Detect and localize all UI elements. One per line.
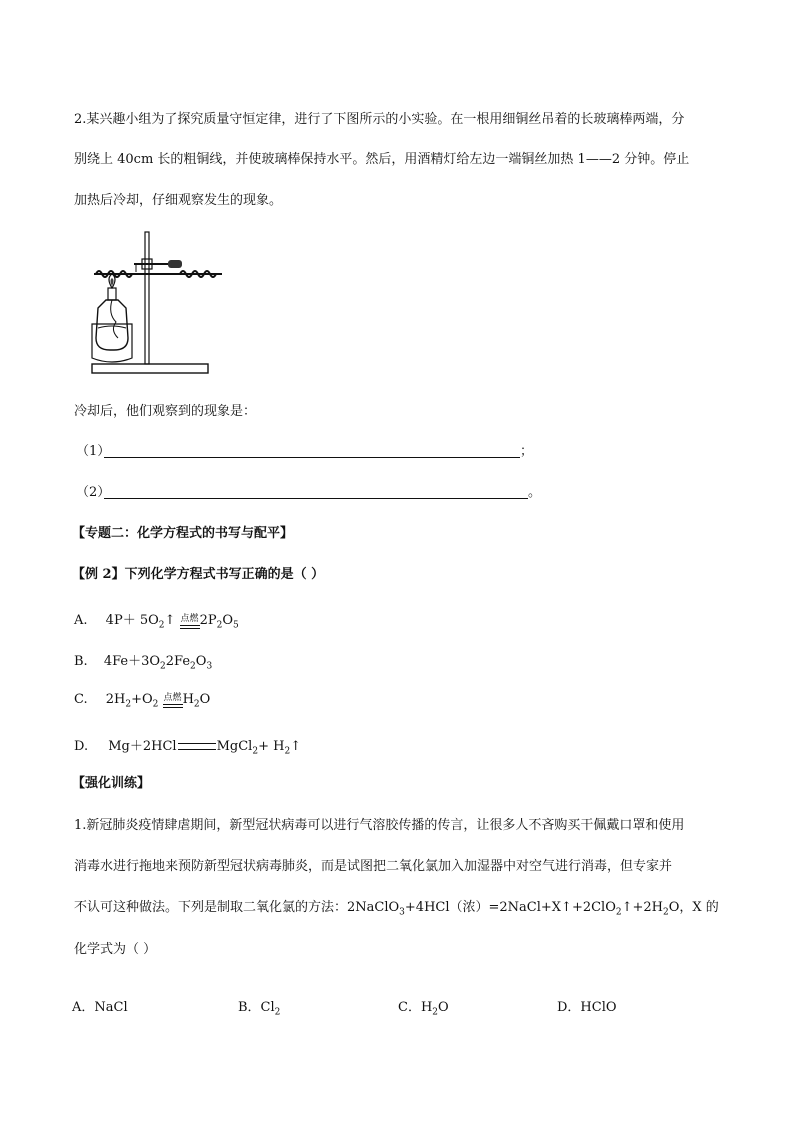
example-option-c[interactable] <box>74 692 210 710</box>
answer-2-label: （2） <box>76 485 111 500</box>
option-label: D. <box>74 739 89 754</box>
example-option-b[interactable] <box>74 650 212 672</box>
example-2-stem: 【例 2】下列化学方程式书写正确的是（ ） <box>72 567 325 582</box>
subscript: 2 <box>193 699 200 710</box>
answer-2-terminator: 。 <box>528 485 542 500</box>
answer-1-label: （1） <box>76 444 111 459</box>
option-label: C. <box>74 692 88 707</box>
question-2-line-2: 别绕上 40cm 长的粗铜线，并使玻璃棒保持水平。然后，用酒精灯给左边一端铜丝加热 1——2 分钟。停止 <box>74 152 690 167</box>
option-a-left: 4P＋ 5O <box>105 613 159 628</box>
training-option-d[interactable]: D．HClO <box>557 1000 617 1015</box>
subscript: 2 <box>274 1007 281 1018</box>
option-d-hydrogen: + H <box>258 739 285 754</box>
oxygen-symbol: O <box>195 654 207 669</box>
equals-sign <box>178 743 216 750</box>
subscript: 2 <box>190 661 196 672</box>
text-span: ↑+2H <box>621 900 664 915</box>
text-span: O <box>438 1000 449 1015</box>
subscript: 2 <box>284 746 291 757</box>
subscript: 3 <box>399 907 405 918</box>
subscript: 2 <box>252 746 259 757</box>
question-2-line-3: 加热后冷却，仔细观察发生的现象。 <box>74 193 283 208</box>
text-span: +4HCl（浓）=2NaCl+X↑+2ClO <box>404 900 616 915</box>
question-2-line-1: 2.某兴趣小组为了探究质量守恒定律，进行了下图所示的小实验。在一根用细铜丝吊着的长玻璃棒两端，分 <box>74 112 685 127</box>
text-span: 不认可这种做法。下列是制取二氧化氯的方法：2NaClO <box>74 900 400 915</box>
option-c-reactant-1: 2H <box>105 692 126 707</box>
subscript: 5 <box>233 620 239 631</box>
subscript: 2 <box>663 907 669 918</box>
example-option-d[interactable] <box>74 735 301 757</box>
option-b-text: 4Fe＋3O <box>103 654 161 669</box>
oxygen-symbol: O <box>222 613 233 628</box>
topic-2-title: 【专题二：化学方程式的书写与配平】 <box>72 526 294 541</box>
text-span: C．H <box>398 1000 433 1015</box>
gas-arrow: ↑ <box>164 613 176 628</box>
gas-arrow: ↑ <box>290 739 302 754</box>
reaction-condition: 点燃 <box>180 615 200 629</box>
subscript: 2 <box>615 907 622 918</box>
copper-wire-heating-apparatus-figure <box>84 228 244 378</box>
subscript: 2 <box>216 620 223 631</box>
training-option-c[interactable] <box>398 996 449 1018</box>
answer-1-terminator: ； <box>520 444 534 459</box>
training-option-b[interactable] <box>238 996 280 1018</box>
training-q1-line-4: 化学式为（ ） <box>74 942 157 957</box>
training-q1-line-3 <box>74 900 719 921</box>
training-q1-line-1: 1.新冠肺炎疫情肆虐期间，新型冠状病毒可以进行气溶胶传播的传言，让很多人不吝购买干佩戴口罩和使用 <box>74 818 685 833</box>
option-label: B. <box>74 654 88 669</box>
subscript: 2 <box>158 620 165 631</box>
text-span: B．Cl <box>238 1000 275 1015</box>
answer-2-blank[interactable] <box>104 498 528 499</box>
training-option-a[interactable]: A．NaCl <box>72 1000 128 1015</box>
observation-prompt: 冷却后，他们观察到的现象是： <box>74 404 257 419</box>
subscript: 3 <box>206 661 213 672</box>
training-title: 【强化训练】 <box>72 776 151 791</box>
training-q1-line-2: 消毒水进行拖地来预防新型冠状病毒肺炎，而是试图把二氧化氯加入加湿器中对空气进行消毒，但专家并 <box>74 859 673 874</box>
oxygen-symbol: O <box>199 692 211 707</box>
option-c-reactant-2: +O <box>131 692 153 707</box>
subscript: 2 <box>432 1007 439 1018</box>
subscript: 2 <box>125 699 132 710</box>
option-label: A. <box>74 613 88 628</box>
answer-1-blank[interactable] <box>104 457 520 458</box>
option-a-product: 2P <box>199 613 217 628</box>
text-span: O，X 的 <box>668 900 719 915</box>
option-d-product: MgCl <box>216 739 253 754</box>
option-c-product: H <box>182 692 194 707</box>
subscript: 2 <box>160 661 166 672</box>
option-b-product: 2Fe <box>165 654 191 669</box>
reaction-condition: 点燃 <box>163 694 183 708</box>
example-option-a[interactable] <box>74 609 239 631</box>
subscript: 2 <box>152 699 159 710</box>
option-d-reactants: Mg＋2HCl <box>108 739 177 754</box>
